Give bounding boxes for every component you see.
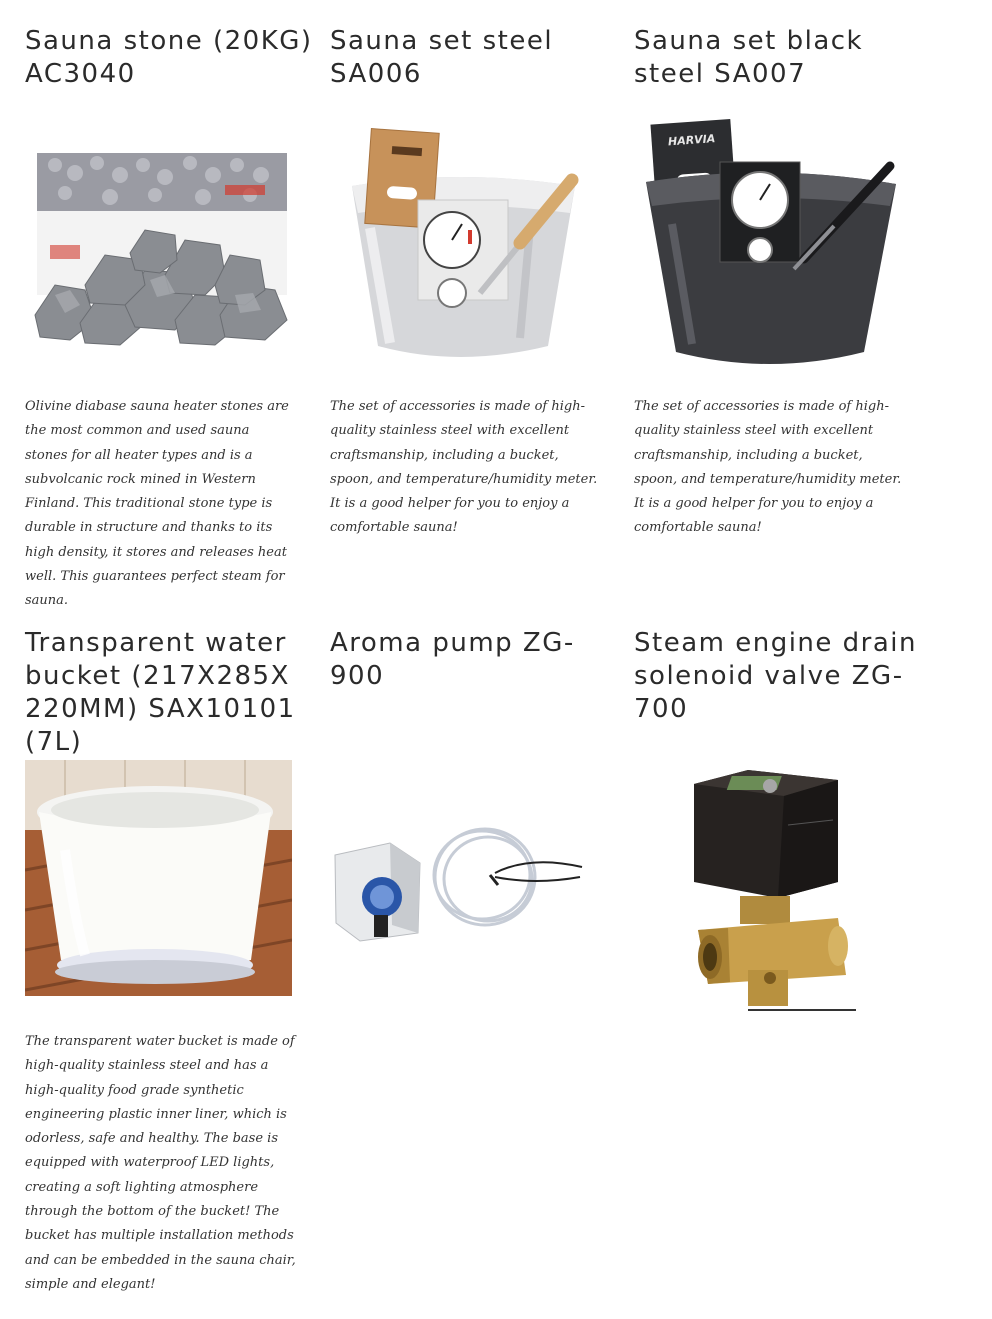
sauna-set-black-image [634,114,902,372]
product-card-aroma-pump [330,627,620,693]
product-card-sauna-set-steel [330,25,620,91]
product-description: Olivine diabase sauna heater stones are the most common and used sauna stones for all heater types and is a subvolcanic rock mined in Western Finland. This traditional stone type is durable in structure and thanks to its high density, it stores and releases heat well. This guarantees perfect steam for sauna. [25,399,289,609]
sauna-set-steel-image [330,118,585,368]
product-description: The set of accessories is made of high-quality stainless steel with excellent craftsmanship, including a bucket, spoon, and temperature/humidity meter. It is a good helper for you to enjoy a comfortable sauna! [634,399,902,536]
harvia-logo: HARVIA [667,132,716,149]
product-card-solenoid-valve [634,627,924,726]
product-title: Transparent water bucket (217X285X220MM) SAX10101 (7L) [25,628,296,757]
aroma-pump-image [330,815,590,945]
product-card-sauna-stone [25,25,315,91]
solenoid-valve-image [688,770,860,1015]
product-title: Aroma pump ZG-900 [330,628,575,691]
product-desc-water-bucket [25,1030,300,1297]
product-title: Sauna set black steel SA007 [634,26,864,89]
sauna-stone-image [25,145,293,350]
product-description: The set of accessories is made of high-quality stainless steel with excellent craftsmanship, including a bucket, spoon, and temperature/humidity meter. It is a good helper for you to enjoy a comfortable sauna! [330,399,598,536]
product-desc-sauna-set-steel [330,395,600,541]
product-desc-sauna-set-black [634,395,904,541]
product-desc-sauna-stone [25,395,295,614]
product-card-sauna-set-black [634,25,924,91]
water-bucket-image [25,760,292,996]
product-title: Steam engine drain solenoid valve ZG-700 [634,628,917,724]
product-description: The transparent water bucket is made of high-quality stainless steel and has a high-quality food grade synthetic engineering plastic inner liner, which is odorless, safe and healthy. The base is equipped with waterproof LED lights, creating a soft lighting atmosphere through the bottom of the bucket! The bucket has multiple installation methods and can be embedded in the sauna chair, simple and elegant! [25,1034,296,1292]
product-title: Sauna stone (20KG) AC3040 [25,26,313,89]
product-card-water-bucket [25,627,300,759]
product-title: Sauna set steel SA006 [330,26,554,89]
